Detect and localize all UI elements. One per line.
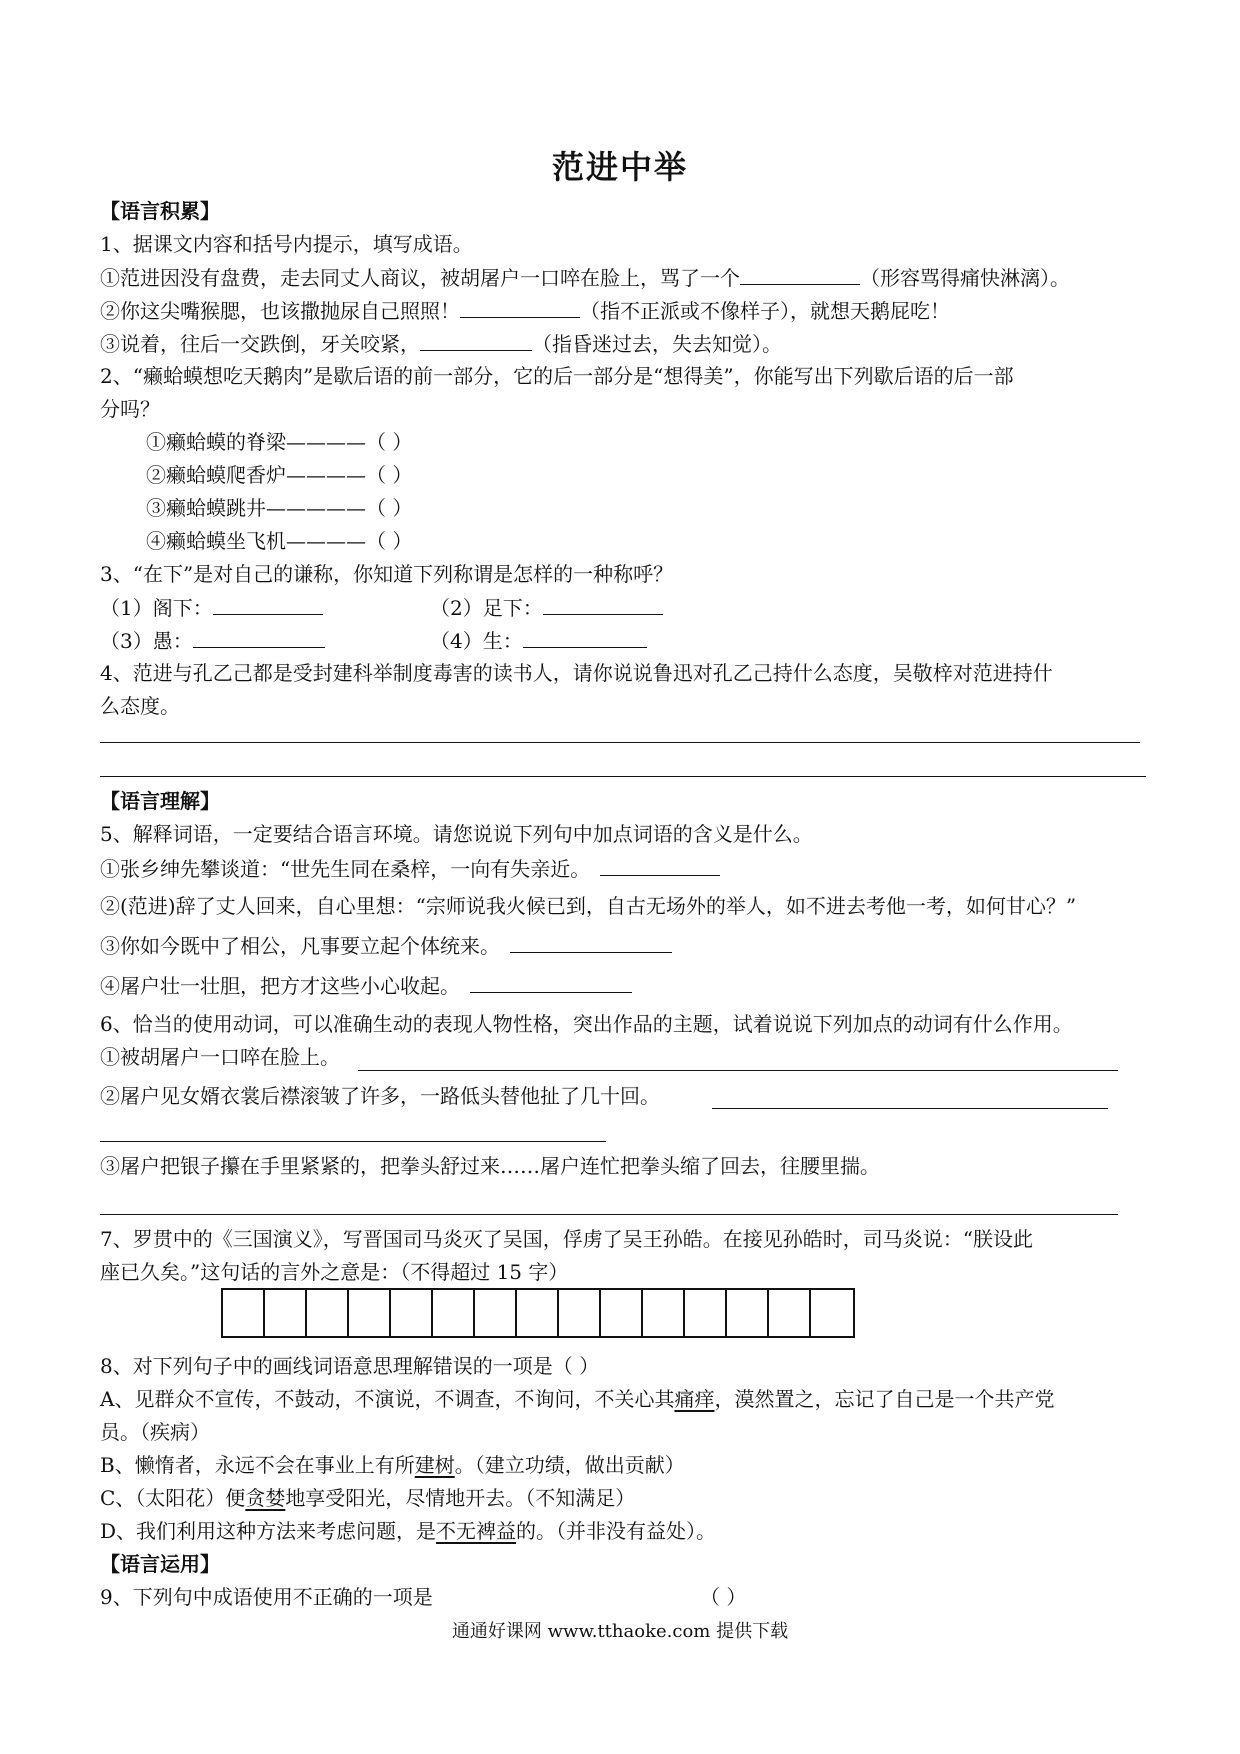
q5-item-c-text: ③你如今既中了相公，凡事要立起个体统来。 [100,934,500,958]
q5-item-d-text: ④屠户壮一壮胆，把方才这些小心收起。 [100,974,460,998]
q1-stem: 1、据课文内容和括号内提示，填写成语。 [100,232,473,256]
q8-option-a-cont: 员。（疾病） [100,1420,210,1444]
q7-answer-box[interactable] [811,1290,853,1336]
q1-item-b-hint: （指不正派或不像样子），就想天鹅屁吃！ [580,299,950,323]
q5-item-a-blank[interactable] [600,855,720,876]
q8-option-d-underlined: 不无裨益 [436,1519,517,1543]
q3-item-2-label: （2）足下： [430,596,543,620]
q6-item-b-answer-line-2[interactable] [100,1141,606,1142]
q8-option-b-pre: B、懒惰者，永远不会在事业上有所 [100,1453,415,1477]
q2-item: ①癞蛤蟆的脊梁————（ ） [146,430,413,454]
q8-option-c-post: 地享受阳光，尽情地开去。（不知满足） [285,1486,636,1510]
q6-item-b-answer-line[interactable] [712,1108,1108,1109]
section-heading-accumulation: 【语言积累】 [100,199,220,223]
q3-item-4-blank[interactable] [523,627,647,648]
q8-option-a-pre: A、见群众不宣传，不鼓动，不演说，不调查，不询问，不关心其 [100,1387,675,1411]
q8-stem: 8、对下列句子中的画线词语意思理解错误的一项是（ ） [100,1354,600,1378]
q3-item-3-blank[interactable] [193,627,325,648]
q3-item-4-label: （4）生： [430,629,523,653]
q3-item-1-label: （1）阁下： [100,596,213,620]
q2-stem-line1: 2、“癞蛤蟆想吃天鹅肉”是歇后语的前一部分，它的后一部分是“想得美”，你能写出下列歇后语的后一部 [100,364,1014,388]
q1-item-a [100,264,1070,291]
q7-stem-line1: 7、罗贯中的《三国演义》，写晋国司马炎灭了吴国，俘虏了吴王孙皓。在接见孙皓时，司马炎说：“朕设此 [100,1227,1033,1251]
q6-item-a: ①被胡屠户一口啐在脸上。 [100,1045,340,1069]
q1-item-a-text: ①范进因没有盘费，走去同丈人商议，被胡屠户一口啐在脸上，骂了一个 [100,266,740,290]
q7-answer-box[interactable] [349,1290,391,1336]
section-heading-understanding: 【语言理解】 [100,789,220,813]
q3-item-4 [430,627,647,654]
q1-item-b-text: ②你这尖嘴猴腮，也该撒抛尿自己照照！ [100,299,460,323]
q1-item-c [100,330,782,357]
q3-stem: 3、“在下”是对自己的谦称，你知道下列称谓是怎样的一种称呼？ [100,562,674,586]
q6-item-c: ③屠户把银子攥在手里紧紧的，把拳头舒过来……屠户连忙把拳头缩了回去，往腰里揣。 [100,1154,880,1178]
q2-item: ③癞蛤蟆跳井—————（ ） [146,496,413,520]
q3-item-3 [100,627,325,654]
q3-item-2 [430,594,663,621]
q8-option-d [100,1518,716,1544]
q7-answer-box[interactable] [265,1290,307,1336]
q4-answer-line[interactable] [100,742,1140,743]
q7-answer-box[interactable] [223,1290,265,1336]
q8-option-d-pre: D、我们利用这种方法来考虑问题，是 [100,1519,437,1543]
q9-answer-paren: （ ） [700,1585,747,1609]
q2-item: ④癞蛤蟆坐飞机————（ ） [146,529,413,553]
q8-option-c-pre: C、（太阳花）便 [100,1486,246,1510]
q8-option-a-underlined: 痛痒 [674,1387,715,1411]
q3-item-1 [100,594,323,621]
q7-answer-box[interactable] [727,1290,769,1336]
q5-item-a [100,855,720,882]
q2-item: ②癞蛤蟆爬香炉————（ ） [146,463,413,487]
q7-answer-box[interactable] [307,1290,349,1336]
q3-item-3-label: （3）愚： [100,629,193,653]
q7-answer-box[interactable] [643,1290,685,1336]
q4-stem-line1: 4、范进与孔乙己都是受封建科举制度毒害的读书人，请你说说鲁迅对孔乙己持什么态度，吴敬梓对范进持什 [100,661,1053,685]
q6-item-b: ②屠户见女婿衣裳后襟滚皱了许多，一路低头替他扯了几十回。 [100,1084,660,1108]
q3-item-1-blank[interactable] [213,594,323,615]
q8-option-a [100,1386,1054,1412]
q1-item-c-text: ③说着，往后一交跌倒，牙关咬紧， [100,332,420,356]
section-heading-application: 【语言运用】 [100,1552,220,1576]
page-title: 范进中举 [551,148,688,186]
q8-option-c [100,1485,635,1511]
q7-answer-box[interactable] [559,1290,601,1336]
q5-item-d-blank[interactable] [470,972,632,993]
q1-item-c-blank[interactable] [420,330,532,351]
q7-answer-box[interactable] [769,1290,811,1336]
q7-answer-box[interactable] [433,1290,475,1336]
q6-item-c-answer-line[interactable] [100,1214,1118,1215]
q5-item-c [100,932,672,959]
q8-option-b-underlined: 建树 [414,1453,455,1477]
q8-option-b-post: 。（建立功绩，做出贡献） [454,1453,685,1477]
q7-answer-box[interactable] [517,1290,559,1336]
footer-source: 通通好课网 www.tthaoke.com 提供下载 [451,1621,789,1642]
q4-stem-line2: 么态度。 [100,694,180,718]
q9-stem: 9、下列句中成语使用不正确的一项是 [100,1585,433,1609]
q7-answer-grid[interactable] [221,1288,855,1338]
q5-item-b: ②(范进)辞了丈人回来，自心里想：“宗师说我火候已到，自古无场外的举人，如不进去考他一考，如何甘心？” [100,894,1077,918]
q1-item-a-hint: （形容骂得痛快淋漓）。 [860,266,1070,290]
q7-answer-box[interactable] [601,1290,643,1336]
q1-item-a-blank[interactable] [740,264,860,285]
q7-answer-box[interactable] [685,1290,727,1336]
q7-answer-box[interactable] [475,1290,517,1336]
q8-option-b [100,1452,685,1478]
q5-item-a-text: ①张乡绅先攀谈道：“世先生同在桑梓，一向有失亲近。 [100,857,591,881]
q6-stem: 6、恰当的使用动词，可以准确生动的表现人物性格，突出作品的主题，试着说说下列加点的动词有什么作用。 [100,1012,1073,1036]
q8-option-d-post: 的。（并非没有益处）。 [516,1519,717,1543]
q7-stem-line2: 座已久矣。”这句话的言外之意是：（不得超过 15 字） [100,1260,569,1284]
q6-item-a-answer-line[interactable] [358,1070,1118,1071]
q1-item-c-hint: （指昏迷过去，失去知觉）。 [532,332,782,356]
q7-answer-box[interactable] [391,1290,433,1336]
q2-stem-line2: 分吗？ [100,397,160,421]
q8-option-a-post: ，漠然置之，忘记了自己是一个共产党 [714,1387,1055,1411]
q8-option-c-underlined: 贪婪 [245,1486,286,1510]
q3-item-2-blank[interactable] [543,594,663,615]
q4-answer-line[interactable] [100,776,1146,777]
q5-item-d [100,972,632,999]
q5-stem: 5、解释词语，一定要结合语言环境。请您说说下列句中加点词语的含义是什么。 [100,822,813,846]
q1-item-b-blank[interactable] [460,297,580,318]
q5-item-c-blank[interactable] [510,932,672,953]
q1-item-b [100,297,950,324]
